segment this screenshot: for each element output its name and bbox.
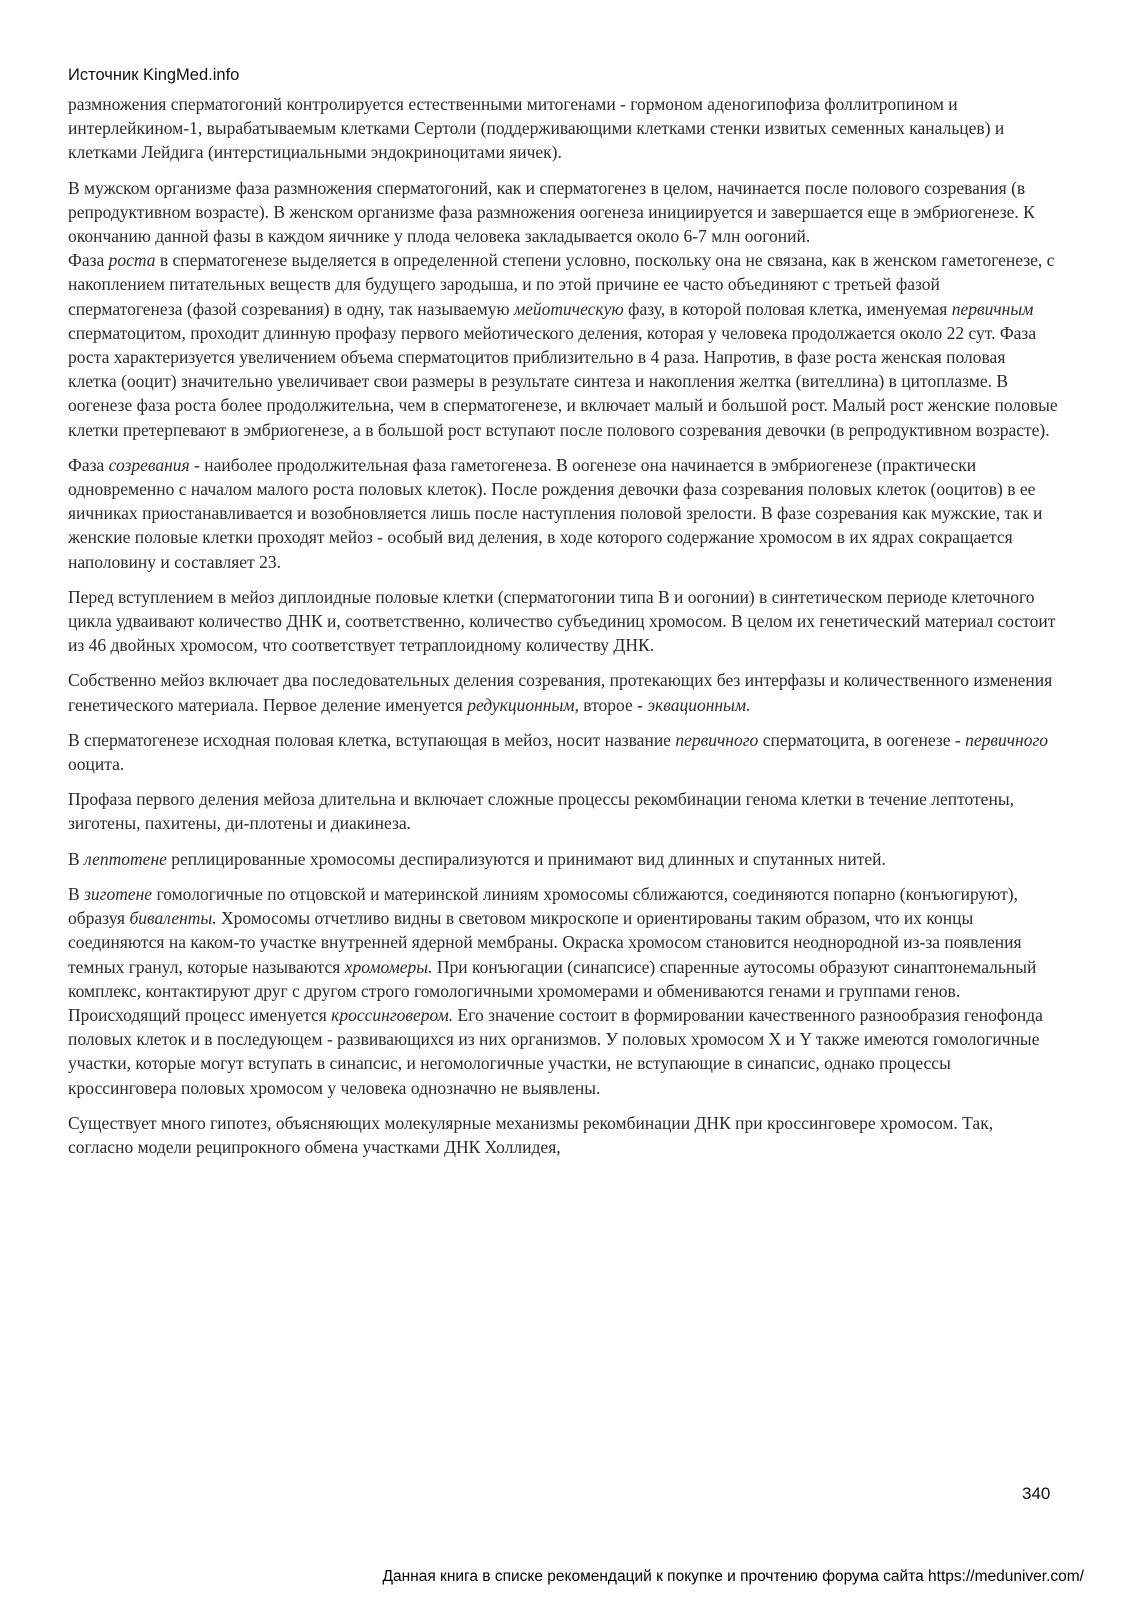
paragraph: Перед вступлением в мейоз диплоидные половые клетки (сперматогонии типа В и оогонии) в синтетическом периоде клеточного цикла удваивают количество ДНК и, соответственно, количество субъединиц хромосом. В целом их генетический материал состоит из 46 двойных хромосом, что соответствует тетраплоидному количеству ДНК.: [68, 586, 1056, 656]
italic-term: кроссинговером.: [331, 1004, 454, 1025]
text: В: [68, 883, 85, 904]
italic-term: первичного: [965, 729, 1049, 750]
text: в сперматогенезе выделяется в определенной степени условно, поскольку она не связана, как в женском гаметогенезе, с накоплением питательных веществ для будущего зародыша, и по этой причине ее часто объединяют с третьей фазой сперматогенеза (фазой созревания) в одну, так называемую: [68, 250, 1055, 319]
text: Фаза: [68, 250, 109, 271]
italic-term: редукционным,: [467, 694, 579, 715]
italic-term: эквационным.: [647, 694, 751, 715]
text: Собственно мейоз включает два последовательных деления созревания, протекающих без интерфазы и количественного изменения генетического материала. Первое деление именуется: [68, 670, 1053, 715]
paragraph: [68, 847, 1058, 871]
text: ооцита.: [68, 754, 125, 775]
paragraph: [68, 453, 1058, 574]
paragraph: [68, 882, 1058, 1100]
paragraph: Профаза первого деления мейоза длительна и включает сложные процессы рекомбинации генома клетки в течение лептотены, зиготены, пахитены, ди-плотены и диакинеза.: [68, 789, 1014, 834]
document-body: [68, 92, 1058, 1170]
italic-term: первичным: [951, 298, 1034, 319]
text: гомологичные по отцовской и материнской линиям хромосомы сближаются, соединяются попарно (конъюгируют), образуя: [68, 883, 1018, 929]
text: - наиболее продолжительная фаза гаметогенеза. В оогенезе она начинается в эмбриогенезе (практически одновременно с началом малого роста половых клеток). После рождения девочки фаза созревания половых клеток (ооцитов) в ее яичниках приостанавливается и возобновляется лишь после наступления половой зрелости. В фазе созревания как мужские, так и женские половые клетки проходят мейоз - особый вид деления, в ходе которого содержание хромосом в их ядрах сокращается наполовину и составляет 23.: [68, 454, 1043, 572]
text: Фаза: [68, 454, 109, 475]
text: В: [68, 848, 85, 869]
paragraph: [68, 668, 1058, 716]
source-header: Источник KingMed.info: [68, 66, 240, 84]
italic-term: хромомеры.: [344, 956, 433, 977]
italic-term: биваленты.: [129, 908, 217, 929]
text: сперматоцита, в оогенезе -: [758, 729, 966, 750]
paragraph: размножения сперматогоний контролируется естественными митогенами - гормоном аденогипофиза фоллитропином и интерлейкином-1, вырабатываемым клетками Сертоли (поддерживающими клетками стенки извитых семенных канальцев) и клетками Лейдига (интерстициальными эндокриноцитами яичек).: [68, 94, 1005, 163]
text: Его значение состоит в формировании качественного разнообразия генофонда половых клеток и в последующем - развивающихся из них организмов. У половых хромосом X и Y также имеются гомологичные участки, которые могут вступать в синапсис, и негомологичные участки, не вступающие в синапсис, однако процессы кроссинговера половых хромосом у человека однозначно не выявлены.: [68, 1004, 1043, 1098]
text: фазу, в которой половая клетка, именуемая: [623, 298, 952, 319]
italic-term: мейотическую: [513, 298, 624, 319]
italic-term: зиготене: [84, 883, 153, 904]
italic-term: созревания: [108, 454, 190, 475]
text: сперматоцитом, проходит длинную профазу первого мейотического деления, которая у человека продолжается около 22 сут. Фаза роста характеризуется увеличением объема сперматоцитов приблизительно в 4 раза. Напротив, в фазе роста женская половая клетка (ооцит) значительно увеличивает свои размеры в результате синтеза и накопления желтка (вителлина) в цитоплазме. В оогенезе фаза роста более продолжительна, чем в сперматогенезе, и включает малый и большой рост. Малый рост женские половые клетки претерпевают в эмбриогенезе, а в большой рост вступают после полового созревания девочки (в репродуктивном возрасте).: [68, 322, 1058, 440]
paragraph: В мужском организме фаза размножения сперматогоний, как и сперматогенез в целом, начинается после полового созревания (в репродуктивном возрасте). В женском организме фаза размножения оогенеза инициируется и завершается еще в эмбриогенезе. К окончанию данной фазы в каждом яичнике у плода человека закладывается около 6-7 млн оогоний.: [68, 177, 1035, 247]
paragraph: [68, 728, 1058, 776]
italic-term: лептотене: [84, 848, 167, 869]
italic-term: первичного: [675, 729, 759, 750]
text: реплицированные хромосомы деспирализуются и принимают вид длинных и спутанных нитей.: [166, 848, 886, 869]
paragraph: [68, 248, 1058, 442]
paragraph: Существует много гипотез, объясняющих молекулярные механизмы рекомбинации ДНК при кроссинговере хромосом. Так, согласно модели реципрокного обмена участками ДНК Холлидея,: [68, 1112, 994, 1157]
text: В сперматогенезе исходная половая клетка, вступающая в мейоз, носит название: [68, 729, 676, 750]
text: При конъюгации (синапсисе) спаренные аутосомы образуют синаптонемальный комплекс, контактируют друг с другом строго гомологичными хромомерами и обмениваются генами и группами генов. Происходящий процесс именуется: [68, 956, 1037, 1025]
italic-term: роста: [108, 250, 156, 271]
text: Хромосомы отчетливо видны в световом микроскопе и ориентированы таким образом, что их концы соединяются на каком-то участке внутренней ядерной мембраны. Окраска хромосом становится неоднородной из-за появления темных гранул, которые называются: [68, 908, 1022, 977]
text: второе -: [578, 694, 648, 715]
footer-note: Данная книга в списке рекомендаций к покупке и прочтению форума сайта https://meduniver.com/: [382, 1568, 1084, 1585]
page-number: 340: [1022, 1484, 1051, 1503]
